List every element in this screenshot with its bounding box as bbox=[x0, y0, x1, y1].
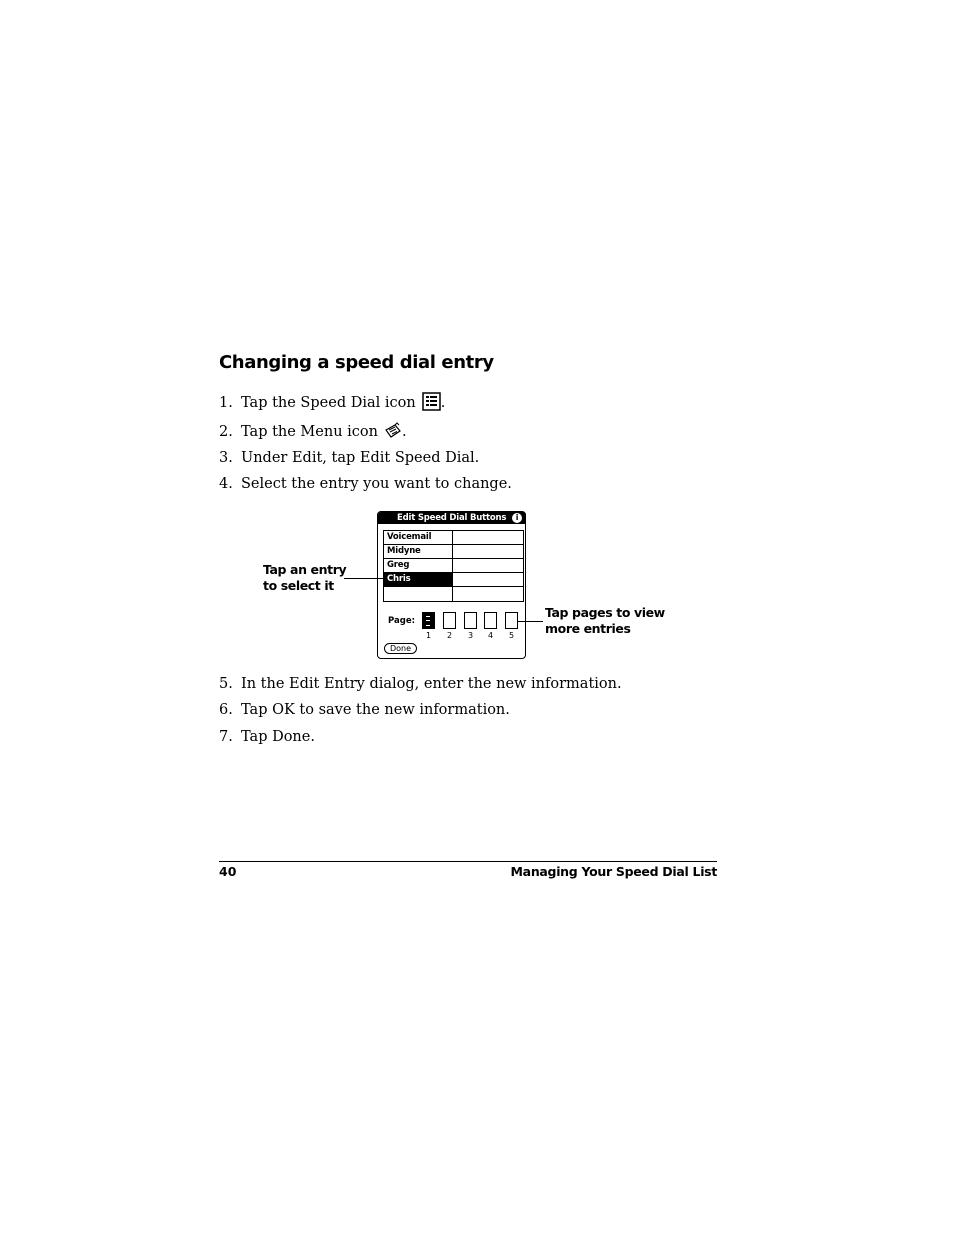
step-suffix: . bbox=[401, 424, 407, 440]
step-text: Under Edit, tap Edit Speed Dial. bbox=[241, 450, 480, 466]
footer-divider bbox=[219, 861, 717, 862]
list-item[interactable] bbox=[384, 587, 523, 601]
step-text: Tap the Menu icon bbox=[241, 424, 378, 440]
entry-number bbox=[453, 531, 523, 544]
entry-name bbox=[384, 587, 453, 601]
step-number: 7. bbox=[219, 729, 233, 745]
page-number: 5 bbox=[508, 631, 515, 640]
step-number: 5. bbox=[219, 676, 233, 692]
entry-number bbox=[453, 545, 523, 558]
page-number: 4 bbox=[487, 631, 494, 640]
menu-icon bbox=[384, 422, 402, 444]
entry-name: Voicemail bbox=[384, 531, 453, 544]
callout-select-entry bbox=[263, 562, 346, 594]
page-number: 2 bbox=[446, 631, 453, 640]
page-button-1[interactable] bbox=[422, 612, 435, 629]
callout-line: Tap pages to view bbox=[545, 605, 665, 620]
step-text: Tap OK to save the new information. bbox=[241, 702, 510, 718]
callout-line: more entries bbox=[545, 621, 631, 636]
list-item[interactable] bbox=[384, 545, 523, 559]
step-1 bbox=[219, 392, 445, 415]
list-item-selected[interactable] bbox=[384, 573, 523, 587]
entry-name: Greg bbox=[384, 559, 453, 572]
step-5 bbox=[219, 676, 622, 692]
page-button-3[interactable] bbox=[464, 612, 477, 629]
page-number: 3 bbox=[467, 631, 474, 640]
speed-dial-icon bbox=[422, 392, 441, 415]
step-number: 4. bbox=[219, 476, 233, 492]
entry-number bbox=[453, 587, 523, 601]
step-text: Select the entry you want to change. bbox=[241, 476, 512, 492]
callout-line: Tap an entry bbox=[263, 562, 347, 577]
callout-line: to select it bbox=[263, 578, 334, 593]
entry-name: Chris bbox=[384, 573, 453, 586]
list-item[interactable] bbox=[384, 559, 523, 573]
step-6 bbox=[219, 702, 510, 718]
section-heading: Changing a speed dial entry bbox=[219, 352, 494, 373]
page-button-5[interactable] bbox=[505, 612, 518, 629]
step-number: 3. bbox=[219, 450, 233, 466]
step-number: 6. bbox=[219, 702, 233, 718]
step-text: Tap the Speed Dial icon bbox=[241, 395, 416, 411]
step-text: Tap Done. bbox=[241, 729, 315, 745]
step-7 bbox=[219, 729, 315, 745]
entry-number bbox=[453, 559, 523, 572]
page-number: 40 bbox=[219, 864, 237, 879]
footer-chapter-title: Managing Your Speed Dial List bbox=[510, 864, 717, 879]
page-button-4[interactable] bbox=[484, 612, 497, 629]
screen-title-bar bbox=[378, 512, 526, 524]
step-3 bbox=[219, 450, 479, 466]
screen-title: Edit Speed Dial Buttons bbox=[397, 513, 507, 523]
step-suffix: . bbox=[440, 395, 446, 411]
step-number: 2. bbox=[219, 424, 233, 440]
step-number: 1. bbox=[219, 395, 233, 411]
list-item[interactable] bbox=[384, 531, 523, 545]
edit-speed-dial-screen bbox=[377, 511, 526, 659]
entry-number bbox=[453, 573, 523, 586]
step-4 bbox=[219, 476, 512, 492]
page-number: 1 bbox=[425, 631, 432, 640]
callout-leader-line bbox=[344, 578, 384, 579]
step-2 bbox=[219, 422, 407, 444]
step-text: In the Edit Entry dialog, enter the new information. bbox=[241, 676, 622, 692]
callout-leader-line bbox=[518, 621, 543, 622]
page-button-2[interactable] bbox=[443, 612, 456, 629]
entry-name: Midyne bbox=[384, 545, 453, 558]
page-label: Page: bbox=[388, 616, 415, 626]
info-icon[interactable]: i bbox=[512, 513, 522, 523]
speed-dial-list bbox=[383, 530, 524, 602]
done-button[interactable]: Done bbox=[384, 643, 417, 654]
callout-pages bbox=[545, 605, 665, 637]
